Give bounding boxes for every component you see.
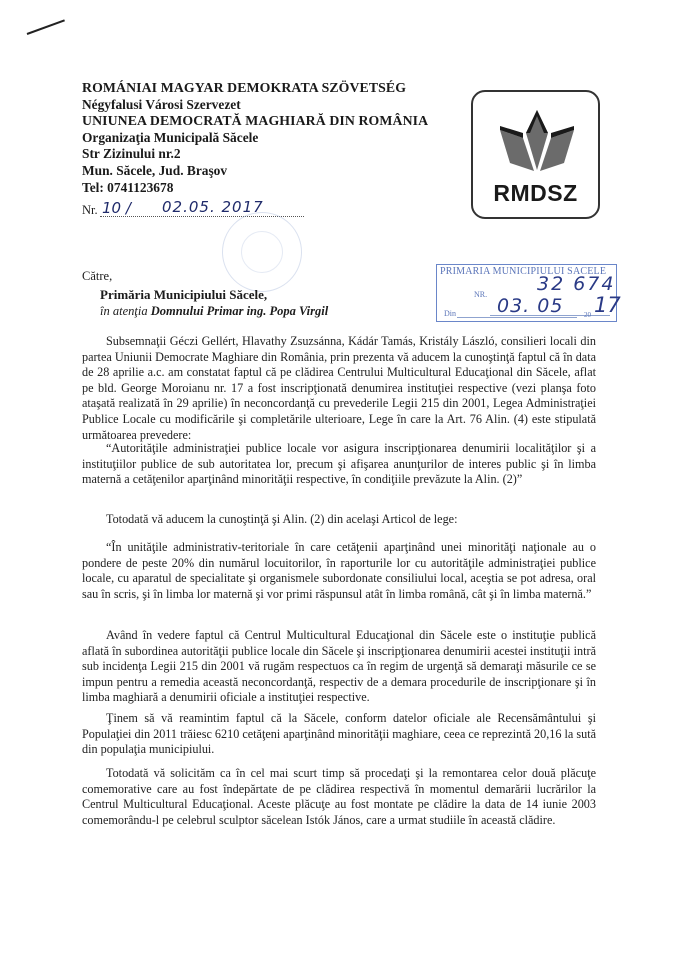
stamp-registration-date: 03. 05 — [497, 295, 564, 317]
paragraph-plaques — [82, 766, 596, 828]
recipient-attention — [82, 303, 328, 320]
org-name-romanian: UNIUNEA DEMOCRATĂ MAGHIARĂ DIN ROMÂNIA — [82, 113, 429, 129]
attention-prefix: în atenţia — [100, 304, 148, 318]
handwritten-reference-number: 10 / — [102, 199, 131, 217]
paragraph-quote-alin4 — [82, 441, 596, 488]
city-hall-registry-stamp — [436, 264, 621, 322]
paragraph-census — [82, 711, 596, 758]
stamp-nr-label: NR. — [474, 290, 488, 299]
paragraph-text: Totodată vă solicităm ca în cel mai scurt timp să procedaţi şi la remontarea celor două plăcuţe comemorative care au fost îndepărtate de pe clădirea respectivă în momentul demarării lucrărilor la Centrul Multicultural Educaţional. Aceste plăcuţe au fost montate pe clădire la data de 14 iunie 2003 comemorându-l pe celebrul sculptor săcelean Istók János, care a urmat studiile în această clădire. — [82, 766, 596, 827]
stamp-date-underline — [457, 317, 577, 318]
paragraph-alin2-intro — [82, 512, 596, 528]
paragraph-text: “În unităţile administrativ-teritoriale în care cetăţenii aparţinând unei minorităţi naţionale au o pondere de peste 20% din numărul locuitorilor, în raporturile lor cu autorităţile administraţiei publice locale, cu aparatul de specialitate şi organismele subordonate consiliului local, aceştia se pot adresa, oral sau în scris, şi în limba lor maternă şi vor primi răspunsul atât în limba română, cât şi în limba maternă.” — [82, 540, 596, 601]
handwritten-reference-date: 02.05. 2017 — [162, 198, 264, 216]
stamp-registration-number: 32 674 — [537, 273, 616, 295]
paragraph-text: “Autorităţile administraţiei publice locale vor asigura inscripţionarea denumirii localităţilor şi a instituţiilor publice de sub autoritatea lor, precum şi afişarea anunţurilor de interes public şi în limba maternă a cetăţenilor aparţinând minorităţii respective, în condiţiile prevăzute la Alin. (2)” — [82, 441, 596, 487]
attention-name: Domnului Primar ing. Popa Virgil — [150, 304, 329, 318]
org-phone: Tel: 0741123678 — [82, 179, 174, 195]
recipient-name: Primăria Municipiului Săcele, — [100, 287, 268, 302]
salutation-to: Către, — [82, 269, 113, 283]
stamp-header: PRIMARIA MUNICIPIULUI SACELE — [440, 266, 607, 277]
handwritten-corner-mark — [27, 19, 65, 35]
org-street: Str Zizinului nr.2 — [82, 146, 181, 162]
org-branch-romanian: Organizaţia Municipală Săcele — [82, 129, 259, 145]
logo-text: RMDSZ — [493, 180, 578, 206]
org-city: Mun. Săcele, Jud. Braşov — [82, 162, 228, 178]
org-branch-hungarian: Négyfalusi Városi Szervezet — [82, 96, 241, 112]
stamp-date-label: Din — [444, 309, 456, 318]
addressee-block — [82, 268, 328, 320]
rmdsz-logo — [471, 90, 600, 219]
paragraph-request — [82, 628, 596, 706]
tulip-emblem-icon — [497, 110, 577, 174]
paragraph-introduction — [82, 334, 596, 443]
reference-label: Nr. — [82, 203, 98, 217]
paragraph-quote-alin2 — [82, 540, 596, 602]
stamp-year-prefix: 20 — [584, 311, 591, 319]
paragraph-text: Având în vedere faptul că Centrul Multicultural Educaţional din Săcele este o instituţie publică aflată în subordinea autorităţii publice locale din Săcele şi inscripţionarea denumirii acestei instituţii intră sub incidenţa Legii 215 din 2001 vă rugăm respectuos ca în regim de urgenţă să demaraţi măsurile ce se impun pentru a remedia această neconcordanţă, respectiv de a demara procedurile de inscripţionare şi în limba maghiară a denumirii oficiale a instituţiei respective. — [82, 628, 596, 705]
paragraph-text: Subsemnaţii Géczi Gellért, Hlavathy Zsuzsánna, Kádár Tamás, Kristály László, consilieri locali din partea Uniunii Democrate Maghiare din România, prin prezenta vă aducem la cunoştinţă faptul că în data de 28 aprilie a.c. am constatat faptul că pe clădirea Centrului Multicultural Educaţional din Săcele, aflat pe bld. George Moroianu nr. 17 a fost inscripţionată denumirea instituţiei respective (vezi planşa foto ataşată realizată în 29 aprilie) în neconcordanţă cu prevederile Legii 215 din 2001, Legea Administraţiei Publice Locale cu modificările şi completările ulterioare, Lege în care la Art. 76 Alin. (4) este stipulată următoarea prevedere: — [82, 334, 596, 442]
paragraph-text: Ţinem să vă reamintim faptul că la Săcele, conform datelor oficiale ale Recensământului şi Populaţiei din 2011 trăiesc 6210 cetăţeni aparţinând minorităţii maghiare, ceea ce reprezintă 20,16 la sută din populaţia municipiului. — [82, 711, 596, 757]
paragraph-text: Totodată vă aducem la cunoştinţă şi Alin. (2) din acelaşi Articol de lege: — [106, 512, 458, 526]
stamp-registration-year: 17 — [594, 293, 621, 317]
org-name-hungarian: ROMÁNIAI MAGYAR DEMOKRATA SZÖVETSÉG — [82, 80, 407, 95]
letterhead — [82, 80, 428, 196]
